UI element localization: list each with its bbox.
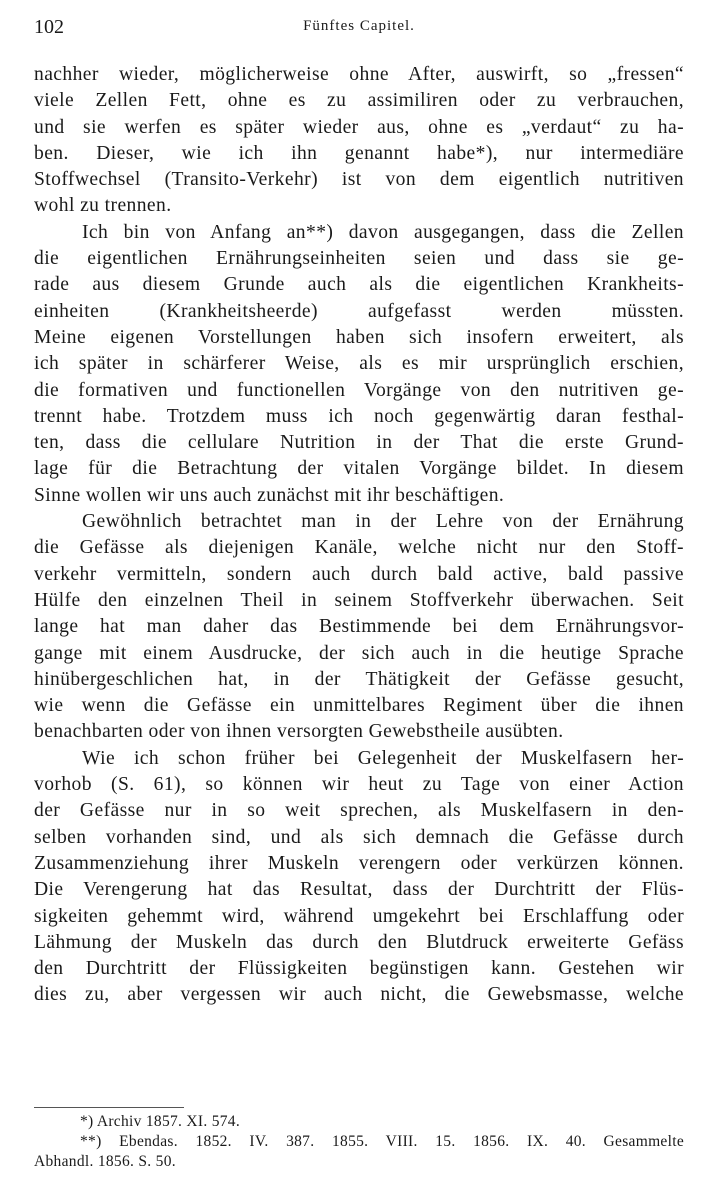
text-line: sigkeiten gehemmt wird, während umgekehrt bei Erschlaffung oder (34, 905, 684, 927)
text-line: hinübergeschlichen hat, in der Thätigkeit der Gefässe gesucht, (34, 668, 684, 690)
footnote-divider (34, 1107, 184, 1108)
text-line: verkehr vermitteln, sondern auch durch bald active, bald passive (34, 563, 684, 585)
text-line: Meine eigenen Vorstellungen haben sich insofern erweitert, als (34, 326, 684, 348)
footnotes (34, 1112, 684, 1172)
text-line: trennt habe. Trotzdem muss ich noch gegenwärtig daran festhal- (34, 405, 684, 427)
text-line: vorhob (S. 61), so können wir heut zu Tage von einer Action (34, 774, 684, 796)
text-line: der Gefässe nur in so weit sprechen, als Muskelfasern in den- (34, 800, 684, 822)
text-line: Sinne wollen wir uns auch zunächst mit ihr beschäftigen. (34, 484, 505, 506)
text-line: Die Verengerung hat das Resultat, dass der Durchtritt der Flüs- (34, 879, 684, 901)
text-line: die formativen und functionellen Vorgänge von den nutritiven ge- (34, 379, 684, 401)
text-line: den Durchtritt der Flüssigkeiten begünstigen kann. Gestehen wir (34, 958, 684, 980)
text-line: wohl zu trennen. (34, 195, 172, 217)
text-line: ten, dass die cellulare Nutrition in der That die erste Grund- (34, 432, 684, 454)
text-line: Hülfe den einzelnen Theil in seinem Stoffverkehr überwachen. Seit (34, 589, 684, 611)
page-number: 102 (34, 16, 64, 38)
text-line: nachher wieder, möglicherweise ohne After, auswirft, so „fressen“ (34, 64, 684, 85)
text-line: Lähmung der Muskeln das durch den Blutdruck erweiterte Gefäss (34, 931, 684, 953)
running-head: Fünftes Capitel. (303, 18, 415, 34)
text-line: selben vorhanden sind, und als sich demnach die Gefässe durch (34, 826, 684, 848)
text-line: gange mit einem Ausdrucke, der sich auch in die heutige Sprache (34, 642, 684, 664)
text-line: die eigentlichen Ernährungseinheiten seien und dass sie ge- (34, 248, 684, 270)
text-line: Stoffwechsel (Transito-Verkehr) ist von dem eigentlich nutritiven (34, 169, 684, 191)
text-line: wie wenn die Gefässe ein unmittelbares Regiment über die ihnen (34, 695, 684, 717)
text-line: Gewöhnlich betrachtet man in der Lehre von der Ernährung (82, 511, 684, 533)
footnote-line: *) Archiv 1857. XI. 574. (80, 1113, 241, 1130)
body-text (34, 62, 684, 1009)
text-line: dies zu, aber vergessen wir auch nicht, die Gewebsmasse, welche (34, 984, 684, 1006)
text-line: ben. Dieser, wie ich ihn genannt habe*), nur intermediäre (34, 142, 684, 164)
text-line: lange hat man daher das Bestimmende bei dem Ernährungsvor- (34, 616, 684, 638)
footnote-line: Abhandl. 1856. S. 50. (34, 1153, 176, 1170)
text-line: Wie ich schon früher bei Gelegenheit der Muskelfasern her- (82, 747, 684, 769)
text-line: die Gefässe als diejenigen Kanäle, welche nicht nur den Stoff- (34, 537, 684, 559)
text-line: Ich bin von Anfang an**) davon ausgegangen, dass die Zellen (82, 221, 684, 243)
text-line: und sie werfen es später wieder aus, ohne es „verdaut“ zu ha- (34, 116, 684, 138)
text-line: ich später in schärferer Weise, als es mir ursprünglich erschien, (34, 353, 684, 375)
page-header (34, 16, 684, 44)
text-line: benachbarten oder von ihnen versorgten Gewebstheile ausübten. (34, 721, 564, 743)
text-line: rade aus diesem Grunde auch als die eigentlichen Krankheits- (34, 274, 684, 296)
text-line: einheiten (Krankheitsheerde) aufgefasst werden müssten. (34, 300, 684, 322)
text-line: lage für die Betrachtung der vitalen Vorgänge bildet. In diesem (34, 458, 684, 480)
footnote-line: **) Ebendas. 1852. IV. 387. 1855. VIII. 15. 1856. IX. 40. Gesammelte (80, 1133, 684, 1150)
text-line: viele Zellen Fett, ohne es zu assimiliren oder zu verbrauchen, (34, 90, 684, 112)
text-line: Zusammenziehung ihrer Muskeln verengern oder verkürzen können. (34, 852, 684, 874)
